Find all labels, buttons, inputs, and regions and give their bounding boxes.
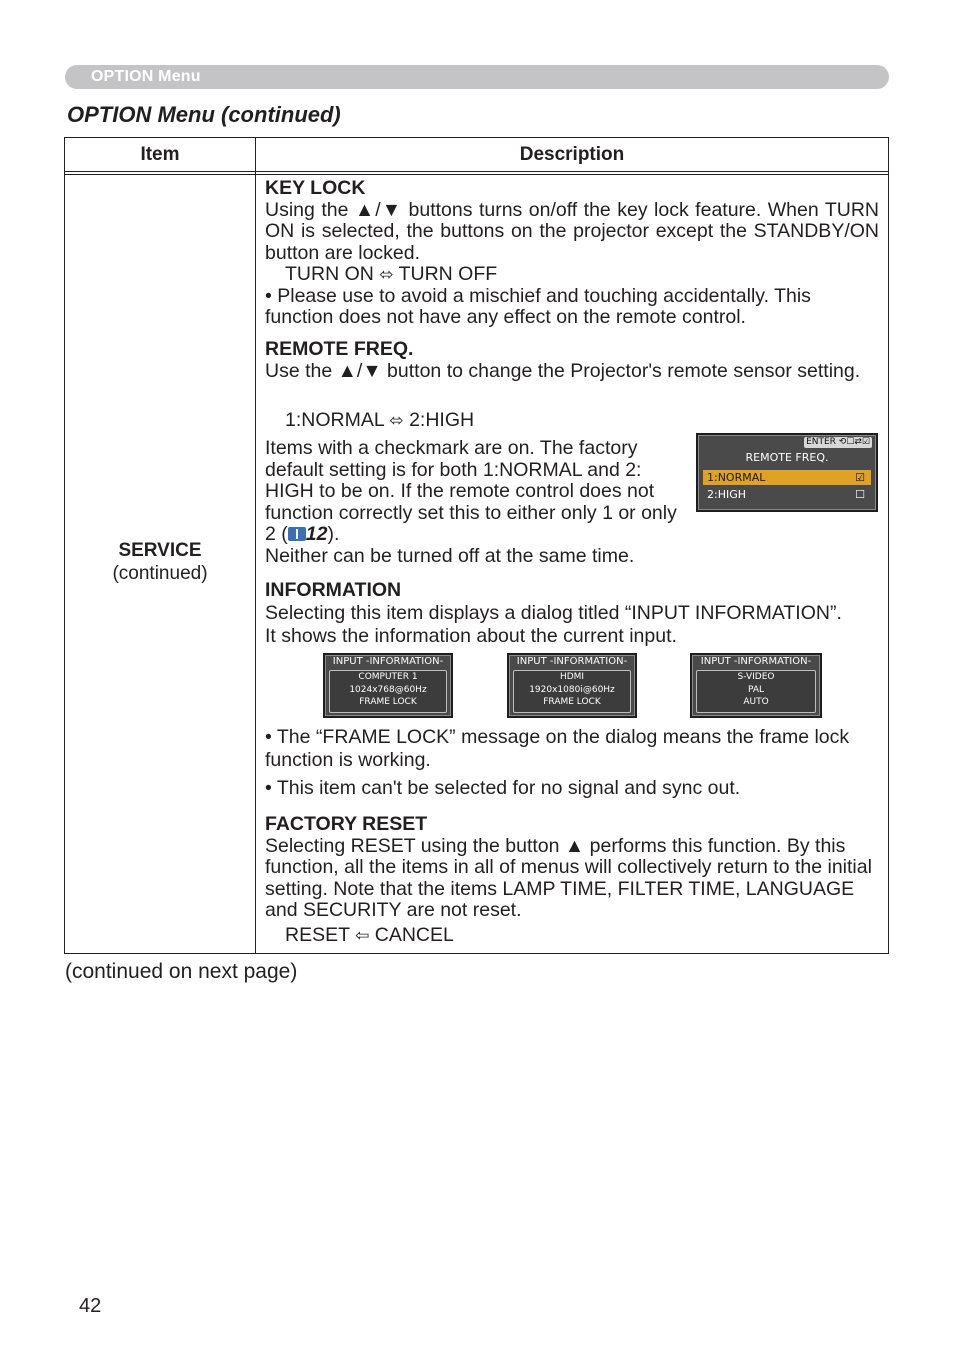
option-high: 2:HIGH [409,409,475,431]
dialog-line: HDMI [559,672,585,682]
remote-freq-osd [696,433,878,512]
left-arrow-icon: ⇦ [355,925,370,945]
dialog-line: COMPUTER 1 [358,672,418,682]
dialog-line: 1920x1080i@60Hz [529,684,615,695]
double-arrow-icon: ⬄ [379,265,394,284]
input-info-dialog-1 [323,653,453,718]
dialog-line: FRAME LOCK [543,697,601,707]
factory-reset-options [265,925,879,947]
remote-freq-para1-end: ). [327,523,340,545]
remote-freq-options [265,410,899,432]
remote-freq-section [265,339,879,382]
information-note1: • The “FRAME LOCK” message on the dialog means the frame lock function is working. [265,726,850,771]
input-info-dialog-2 [507,653,637,718]
factory-reset-text: Selecting RESET using the button ▲ performs this function. By this function, all the items in all of menus will collectively return to the initial setting. Note that the items LAMP TIME, FILTER TIME, LANGUAGE and SECURITY are not reset. [265,834,872,921]
column-header-item: Item [140,144,180,165]
column-header-description: Description [519,144,625,165]
osd-title: REMOTE FREQ. [745,451,829,464]
osd-row-normal [703,470,871,485]
dialog-line: PAL [747,684,765,695]
osd-row-label: 2:HIGH [707,488,747,501]
dialog-line: AUTO [743,697,769,707]
information-text1: Selecting this item displays a dialog titled “INPUT INFORMATION”. [265,601,842,624]
factory-reset-section [265,814,879,946]
remote-freq-text: Use the ▲/▼ button to change the Projector's remote sensor setting. [265,359,861,382]
item-cell [65,539,255,585]
item-name: SERVICE [118,540,202,561]
checkbox-checked-icon: ☑ [855,471,865,484]
remote-freq-para1: Items with a checkmark are on. The factory default setting is for both 1:NORMAL and 2: HIGH to be on. If the remote control does not function correctly set this to either only 1 or only 2 ( [265,437,677,545]
input-info-dialog-3 [690,653,822,718]
dialog-body [696,670,816,713]
key-lock-section [265,178,879,329]
dialog-title: INPUT -INFORMATION- [516,656,628,667]
key-lock-options [265,264,879,286]
enter-hint: ENTER ⟲☐⇄☑ [806,437,870,447]
information-heading: INFORMATION [265,579,402,601]
dialog-body [329,670,447,713]
page-number: 42 [79,1295,102,1317]
checkbox-unchecked-icon: ☐ [855,488,865,501]
section-header-bar [65,65,889,89]
option-normal: 1:NORMAL [285,409,384,431]
remote-freq-heading: REMOTE FREQ. [265,338,414,360]
item-subtitle: (continued) [112,563,208,584]
dialog-title: INPUT -INFORMATION- [332,656,444,667]
section-label: OPTION Menu [91,68,201,85]
osd-row-high [703,487,871,502]
option-reset: RESET [285,923,350,946]
continued-note: (continued on next page) [65,960,298,983]
option-turn-off: TURN OFF [398,263,498,285]
dialog-line: 1024x768@60Hz [349,684,427,695]
book-icon [288,527,306,541]
osd-row-label: 1:NORMAL [707,471,766,484]
remote-freq-para [265,438,685,546]
header-divider-double [65,174,888,175]
option-cancel: CANCEL [374,923,454,946]
key-lock-heading: KEY LOCK [265,177,366,199]
dialog-line: FRAME LOCK [359,697,417,707]
information-text2: It shows the information about the current input. [265,624,677,647]
column-divider [255,138,256,953]
double-arrow-icon: ⬄ [389,411,404,430]
header-divider [65,171,888,172]
factory-reset-heading: FACTORY RESET [265,813,428,835]
dialog-body [513,670,631,713]
information-section [265,580,879,648]
key-lock-note: • Please use to avoid a mischief and touching accidentally. This function does not have any effect on the remote control. [265,284,811,328]
key-lock-text: Using the ▲/▼ buttons turns on/off the key lock feature. When TURN ON is selected, the buttons on the projector except the STANDBY/ON button are locked. [265,198,879,264]
page-reference-link[interactable]: 12 [305,523,328,545]
option-turn-on: TURN ON [285,263,374,285]
page-title: OPTION Menu (continued) [67,102,341,127]
remote-freq-para2: Neither can be turned off at the same time. [265,545,635,567]
dialog-line: S-VIDEO [737,672,775,682]
information-note2: • This item can't be selected for no signal and sync out. [265,777,741,799]
dialog-title: INPUT -INFORMATION- [700,656,812,667]
